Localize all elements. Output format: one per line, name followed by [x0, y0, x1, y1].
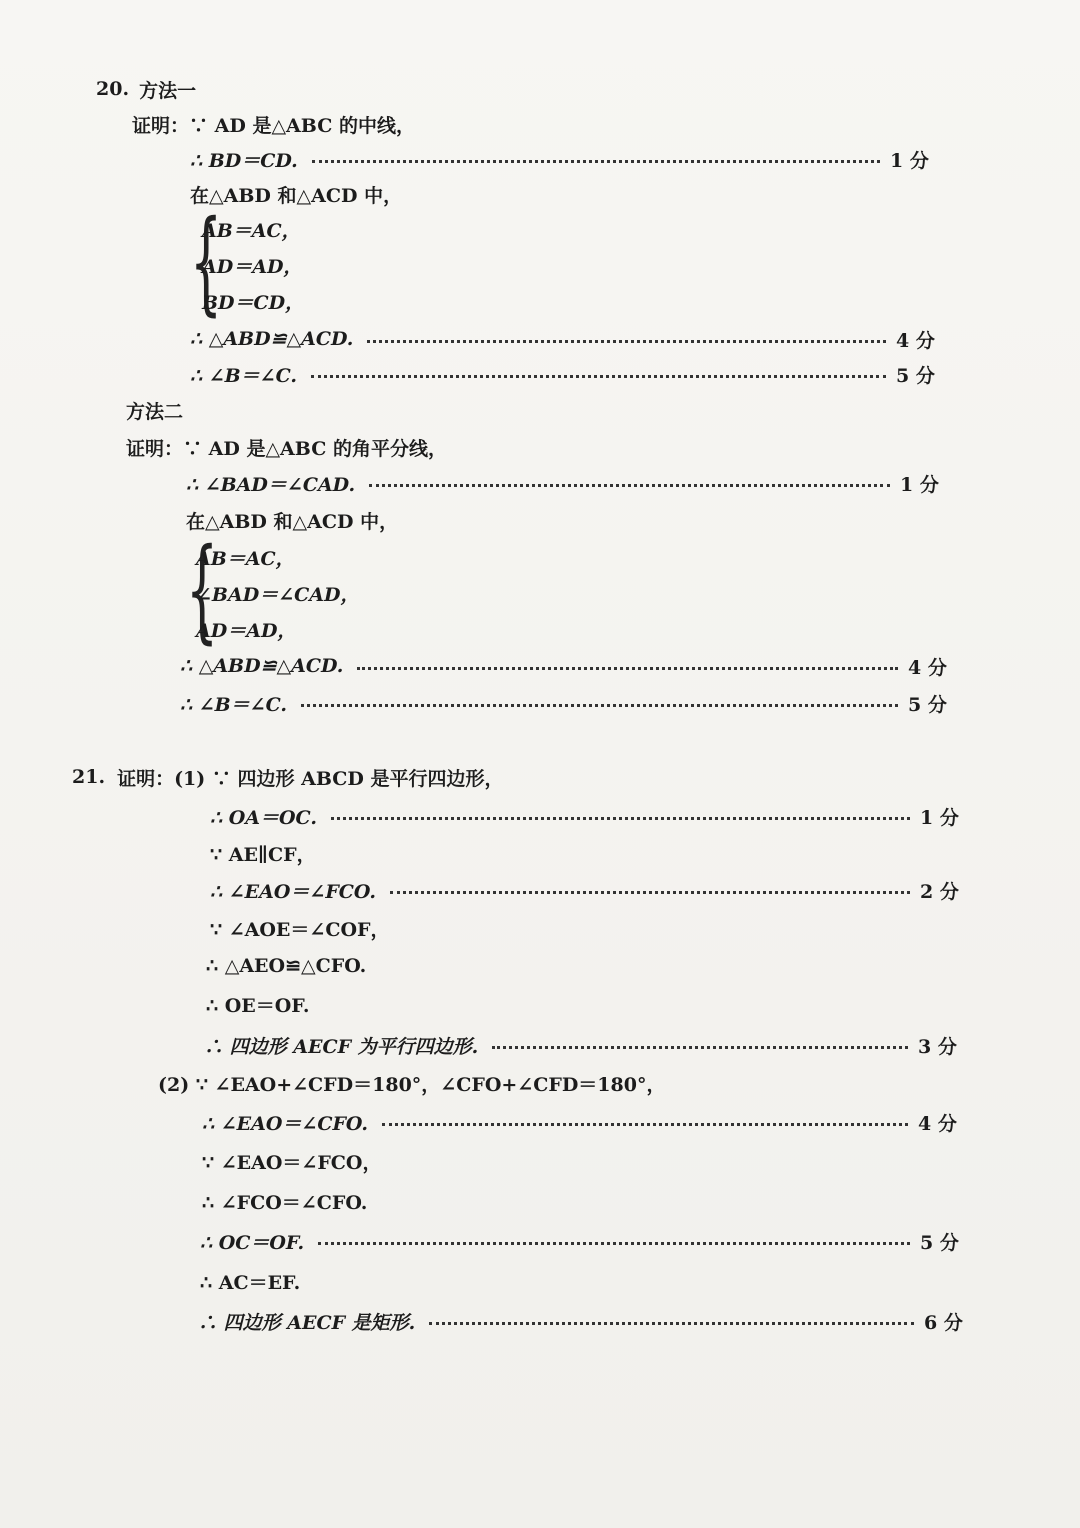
q20-m2-line5-text: ∴ ∠B＝∠C. — [180, 693, 288, 716]
q20-m2-equation-system — [186, 525, 426, 655]
q21-p2-line2 — [202, 1105, 978, 1139]
leader-dots — [390, 891, 910, 894]
left-brace: { — [186, 525, 219, 655]
q21-p1-line8-score: 3 分 — [918, 1035, 957, 1058]
leader-dots — [301, 704, 898, 707]
q21-p1-line3: ∵ AE∥CF， — [210, 843, 316, 866]
q21-p1-line2 — [210, 799, 980, 833]
q20-number: 20. — [96, 78, 130, 100]
q20-m2-line2-score: 1 分 — [900, 473, 939, 496]
q20-m2-line5 — [180, 686, 968, 720]
q20-m2-line4-score: 4 分 — [908, 656, 947, 679]
leader-dots — [382, 1123, 908, 1126]
q21-p2-line4: ∴ ∠FCO＝∠CFO. — [202, 1191, 368, 1214]
q20-m2-line5-score: 5 分 — [908, 693, 947, 716]
q21-p1-line8 — [204, 1028, 978, 1062]
q20-m2-line4 — [180, 649, 968, 683]
q21-header — [72, 760, 503, 794]
q20-m2-line2 — [186, 466, 960, 500]
q20-m1-line3: 在△ABD 和△ACD 中， — [190, 184, 403, 207]
q21-p2-line3: ∵ ∠EAO＝∠FCO， — [202, 1151, 382, 1174]
q21-p2-line1: (2) ∵ ∠EAO+∠CFD＝180°，∠CFO+∠CFD＝180°， — [158, 1073, 666, 1096]
q21-p2-line5 — [200, 1224, 980, 1258]
leader-dots — [429, 1322, 914, 1325]
q21-p1-line2-text: ∴ OA＝OC. — [210, 806, 317, 829]
q20-m1-sys-1: AB＝AC， — [202, 219, 301, 242]
q20-m2-line1: 证明：∵ AD 是△ABC 的角平分线， — [126, 437, 447, 460]
q21-p2-line5-score: 5 分 — [920, 1231, 959, 1254]
left-brace: { — [190, 197, 223, 327]
q20-m1-line5 — [190, 357, 956, 391]
q21-p2-line7-score: 6 分 — [924, 1311, 963, 1334]
q20-m1-line4 — [190, 322, 956, 356]
leader-dots — [318, 1242, 910, 1245]
q20-method2-title: 方法二 — [126, 400, 184, 423]
q20-m2-sys-3: AD＝AD， — [196, 619, 297, 642]
leader-dots — [311, 375, 886, 378]
q20-m1-line1: 证明：∵ AD 是△ABC 的中线， — [132, 114, 415, 137]
q20-m1-line2-text: ∴ BD＝CD. — [190, 149, 298, 172]
q20-m2-sys-1: AB＝AC， — [196, 547, 295, 570]
q20-m1-line5-text: ∴ ∠B＝∠C. — [190, 364, 298, 387]
q20-m1-line2-score: 1 分 — [890, 149, 929, 172]
q20-m1-equation-system — [190, 197, 390, 327]
q21-p2-line6: ∴ AC＝EF. — [200, 1271, 301, 1294]
q21-p1-line4-text: ∴ ∠EAO＝∠FCO. — [210, 880, 376, 903]
leader-dots — [312, 160, 880, 163]
q21-p2-line7 — [198, 1304, 984, 1338]
q21-p2-line7-text: ∴ 四边形 AECF 是矩形. — [198, 1311, 416, 1334]
q20-m1-line4-text: ∴ △ABD≌△ACD. — [190, 328, 354, 350]
q20-m1-line2 — [190, 142, 950, 176]
q21-p1-line4 — [210, 873, 980, 907]
q21-p1-line8-text: ∴ 四边形 AECF 为平行四边形. — [204, 1035, 479, 1058]
q21-p2-line5-text: ∴ OC＝OF. — [200, 1231, 305, 1254]
q20-m2-line4-text: ∴ △ABD≌△ACD. — [180, 655, 344, 677]
q20-m2-sys-2: ∠BAD＝∠CAD， — [196, 583, 360, 606]
q21-p2-line2-score: 4 分 — [918, 1112, 957, 1135]
q20-m1-sys-2: AD＝AD， — [202, 255, 303, 278]
leader-dots — [357, 667, 898, 670]
q21-p2-line2-text: ∴ ∠EAO＝∠CFO. — [202, 1112, 368, 1135]
q21-p1-line2-score: 1 分 — [920, 806, 959, 829]
q20-m2-line2-text: ∴ ∠BAD＝∠CAD. — [186, 473, 356, 496]
leader-dots — [331, 817, 910, 820]
q21-p1-line5: ∵ ∠AOE＝∠COF， — [210, 918, 390, 941]
q21-p1-line1: 证明：(1) ∵ 四边形 ABCD 是平行四边形， — [117, 767, 504, 790]
q21-p1-line6: ∴ △AEO≌△CFO. — [206, 955, 367, 977]
leader-dots — [367, 340, 886, 343]
leader-dots — [492, 1046, 908, 1049]
q21-p1-line4-score: 2 分 — [920, 880, 959, 903]
q20-m2-line3: 在△ABD 和△ACD 中， — [186, 510, 399, 533]
q21-p1-line7: ∴ OE＝OF. — [206, 994, 310, 1017]
q20-method1-title: 方法一 — [139, 79, 197, 102]
leader-dots — [369, 484, 890, 487]
q20-m1-sys-3: BD＝CD， — [202, 291, 305, 314]
q20-m1-line5-score: 5 分 — [896, 364, 935, 387]
q20-header — [96, 72, 196, 106]
q20-m1-line4-score: 4 分 — [896, 329, 935, 352]
q21-number: 21. — [72, 766, 106, 788]
